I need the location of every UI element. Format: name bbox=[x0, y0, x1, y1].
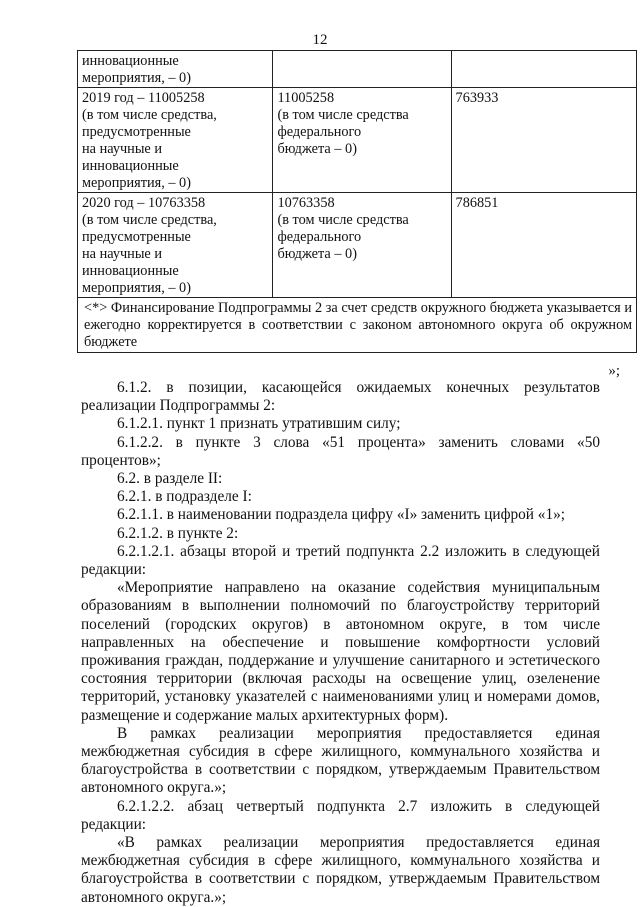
table-row bbox=[78, 51, 637, 88]
cell-line: федерального bbox=[277, 229, 362, 245]
cell-line: на научные и bbox=[82, 246, 163, 262]
table-row bbox=[78, 298, 637, 353]
financing-table bbox=[77, 50, 637, 353]
cell-line: 763933 bbox=[455, 90, 499, 106]
cell-line: 11005258 bbox=[277, 90, 335, 106]
paragraph: 6.2. в разделе II: bbox=[117, 470, 223, 488]
table-footnote: <*> Финансирование Подпрограммы 2 за счет средств окружного бюджета указывается и ежегодно корректируется в соответствии с законом автономного округа об окружном бюджете bbox=[78, 298, 637, 353]
document-body bbox=[81, 379, 600, 907]
cell-line: мероприятия, – 0) bbox=[82, 280, 191, 296]
table-row bbox=[78, 193, 637, 298]
cell-line: предусмотренные bbox=[82, 124, 191, 140]
cell-line: (в том числе средства bbox=[277, 107, 409, 123]
cell-line: бюджета – 0) bbox=[277, 141, 357, 157]
table-cell bbox=[451, 88, 636, 193]
table-row bbox=[78, 88, 637, 193]
paragraph: 6.2.1.2. в пункте 2: bbox=[117, 524, 239, 542]
table-cell bbox=[451, 51, 636, 88]
paragraph: 6.2.1. в подразделе I: bbox=[117, 488, 252, 506]
paragraph: 6.2.1.2.1. абзацы второй и третий подпункта 2.2 изложить в следующей редакции: bbox=[81, 542, 600, 579]
cell-line: (в том числе средства, bbox=[82, 212, 217, 228]
page-number: 12 bbox=[312, 32, 328, 48]
cell-line: инновационные bbox=[82, 263, 179, 279]
paragraph: 6.2.1.2.2. абзац четвертый подпункта 2.7 изложить в следующей редакции: bbox=[81, 797, 600, 833]
table-cell bbox=[273, 88, 451, 193]
cell-line: 786851 bbox=[455, 195, 499, 211]
cell-line: (в том числе средства bbox=[277, 212, 409, 228]
cell-line: 2019 год – 11005258 bbox=[82, 90, 205, 106]
table-cell bbox=[78, 193, 273, 298]
cell-line: на научные и bbox=[82, 141, 163, 157]
closing-quote-mark: »; bbox=[608, 363, 620, 379]
cell-line: (в том числе средства, bbox=[82, 107, 217, 123]
cell-line: 2020 год – 10763358 bbox=[82, 195, 206, 211]
cell-line: инновационные bbox=[82, 53, 179, 69]
table-cell bbox=[78, 88, 273, 193]
cell-line: федерального bbox=[277, 124, 362, 140]
table-cell bbox=[78, 51, 273, 88]
cell-line: предусмотренные bbox=[82, 229, 191, 245]
cell-line: мероприятия, – 0) bbox=[82, 70, 191, 86]
cell-line: бюджета – 0) bbox=[277, 246, 357, 262]
paragraph: 6.1.2.2. в пункте 3 слова «51 процента» заменить словами «50 процентов»; bbox=[81, 433, 600, 469]
paragraph: 6.1.2. в позиции, касающейся ожидаемых конечных результатов реализации Подпрограммы 2: bbox=[81, 379, 600, 415]
cell-line: инновационные bbox=[82, 158, 179, 174]
table-cell bbox=[273, 193, 451, 298]
table-cell bbox=[451, 193, 636, 298]
paragraph: 6.2.1.1. в наименовании подраздела цифру «I» заменить цифрой «1»; bbox=[117, 506, 565, 524]
paragraph: 6.1.2.1. пункт 1 признать утратившим силу; bbox=[117, 415, 401, 433]
quoted-paragraph: В рамках реализации мероприятия предоставляется единая межбюджетная субсидия в сфере жилищного, коммунального хозяйства и благоустройства в соответствии с порядком, утверждаемым Правительством автономного округа.»; bbox=[81, 724, 600, 797]
table-cell bbox=[273, 51, 451, 88]
cell-line: мероприятия, – 0) bbox=[82, 175, 191, 191]
quoted-paragraph: «Мероприятие направлено на оказание содействия муниципальным образованиям в выполнении полномочий по благоустройству территорий поселений (городских округов) в автономном округе, в том числе направленных на обеспечение и повышение комфортности условий проживания граждан, поддержание и улучшение санитарного и эстетического состояния территории (включая расходы на освещение улиц, озеленение территорий, установку указателей с наименованиями улиц и номерами домов, размещение и содержание малых архитектурных форм). bbox=[81, 579, 600, 724]
cell-line: 10763358 bbox=[277, 195, 335, 211]
quoted-paragraph: «В рамках реализации мероприятия предоставляется единая межбюджетная субсидия в сфере жилищного, коммунального хозяйства и благоустройства в соответствии с порядком, утверждаемым Правительством автономного округа.»; bbox=[81, 834, 600, 906]
